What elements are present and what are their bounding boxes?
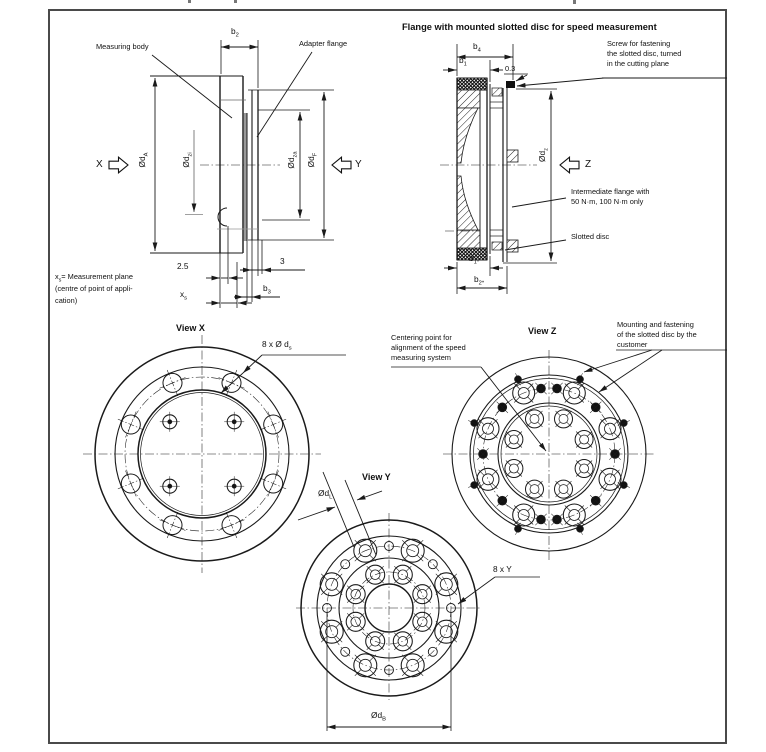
note-measurement-plane-line3: cation) xyxy=(55,296,78,305)
dim-3: 3 xyxy=(280,256,285,266)
view-y-title: View Y xyxy=(362,472,391,482)
dim-dz: $Ød_z$ xyxy=(537,148,550,162)
note-measuring-body: Measuring body xyxy=(96,42,149,51)
dim-b4: $b_4$ xyxy=(473,41,481,54)
note-centering-line1: Centering point for xyxy=(391,333,452,342)
dim-xs: $x_s$ xyxy=(180,289,188,302)
view-y-drawing xyxy=(296,472,540,731)
note-centering-line3: measuring system xyxy=(391,353,451,362)
note-measurement-plane-line2: (centre of point of appli- xyxy=(55,284,133,293)
fastening-screw-head xyxy=(506,81,515,88)
dim-0-3: 0.3 xyxy=(505,64,516,73)
note-mounting-line2: of the slotted disc by the xyxy=(617,330,697,339)
note-screw-line2: the slotted disc, turned xyxy=(607,49,682,58)
note-centering-line2: alignment of the speed xyxy=(391,343,466,352)
dim-b1: $b_1$ xyxy=(459,55,467,68)
dim-dA: $Ød_A$ xyxy=(137,152,150,168)
dim-dza: $Ød_{za}$ xyxy=(286,151,299,169)
dim-b2: $b_2$ xyxy=(231,26,239,39)
view-x-drawing xyxy=(83,335,346,573)
note-screw-line1: Screw for fastening xyxy=(607,39,671,48)
dim-b1-star: $b_{1*}$ xyxy=(469,253,480,266)
dim-b2-star: $b_{2*}$ xyxy=(474,274,485,287)
view-direction-arrow-y xyxy=(332,157,351,173)
figure-title: Flange with mounted slotted disc for speed measurement xyxy=(402,22,657,32)
right-cross-section xyxy=(440,44,727,294)
axis-letter-x: X xyxy=(96,159,103,170)
view-z-title: View Z xyxy=(528,326,557,336)
note-intermediate-line1: Intermediate flange with xyxy=(571,187,650,196)
note-measurement-plane-line1: $x_s=$ Measurement plane xyxy=(55,272,133,284)
axis-letter-z: Z xyxy=(585,159,592,170)
note-screw-line3: in the cutting plane xyxy=(607,59,670,68)
note-adapter-flange: Adapter flange xyxy=(299,39,348,48)
note-mounting-line1: Mounting and fastening xyxy=(617,320,694,329)
dim-b3: $b_3$ xyxy=(263,283,271,296)
view-z-drawing xyxy=(391,350,727,560)
view-direction-arrow-x xyxy=(109,157,128,173)
label-8xY: 8 x Y xyxy=(493,564,512,574)
dim-dF: $Ød_F$ xyxy=(306,152,319,168)
axis-letter-y: Y xyxy=(355,159,362,170)
label-8xds: 8 x Ø $d_s$ xyxy=(262,339,292,352)
view-direction-arrow-z xyxy=(560,157,579,173)
note-slotted-disc: Slotted disc xyxy=(571,232,610,241)
dim-dzi: $Ød_{zi}$ xyxy=(181,152,194,168)
dim-2-5: 2.5 xyxy=(177,261,189,271)
dim-dL: $Ød_L$ xyxy=(318,488,333,501)
dim-dB: $Ød_B$ xyxy=(371,710,386,723)
note-intermediate-line2: 50 N·m, 100 N·m only xyxy=(571,197,644,206)
note-mounting-line3: customer xyxy=(617,340,648,349)
view-x-title: View X xyxy=(176,323,205,333)
